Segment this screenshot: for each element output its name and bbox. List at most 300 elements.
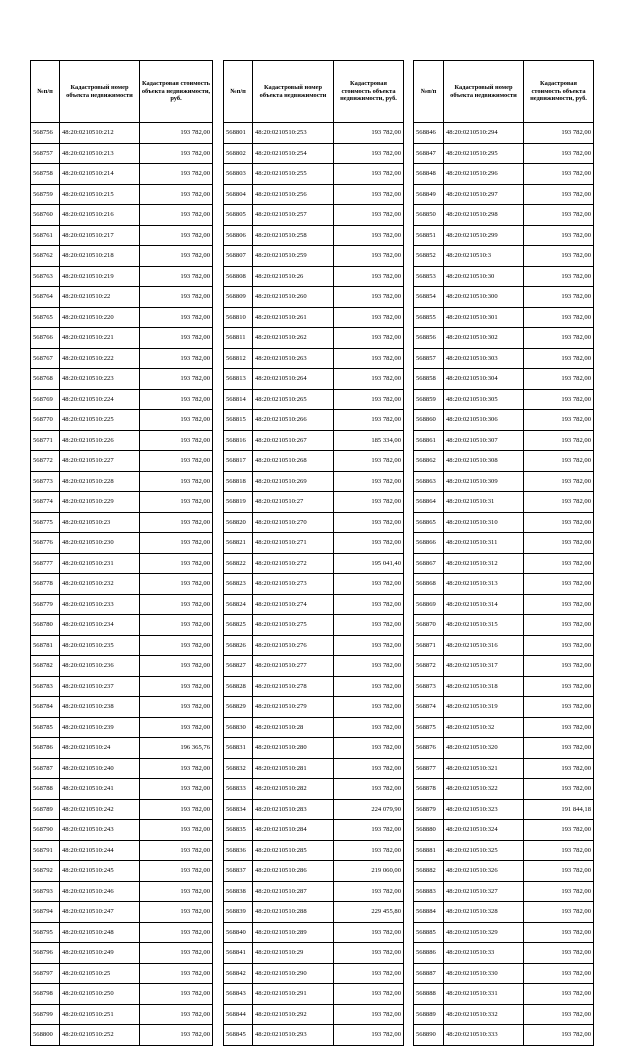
row-number: 568772 xyxy=(31,451,60,472)
table-row xyxy=(414,861,594,882)
cadastral-number: 48:20:0210510:299 xyxy=(444,225,524,246)
cadastral-number: 48:20:0210510:283 xyxy=(253,799,334,820)
cadastral-number: 48:20:0210510:300 xyxy=(444,287,524,308)
table-row xyxy=(224,717,404,738)
table-row xyxy=(224,738,404,759)
cadastral-value: 196 365,76 xyxy=(140,738,213,759)
row-number: 568844 xyxy=(224,1004,253,1025)
cadastral-number: 48:20:0210510:253 xyxy=(253,123,334,144)
table-row xyxy=(224,246,404,267)
cadastral-value: 193 782,00 xyxy=(524,307,594,328)
cadastral-value: 229 455,80 xyxy=(334,902,404,923)
table-row xyxy=(414,369,594,390)
row-number: 568884 xyxy=(414,902,444,923)
cadastral-value: 193 782,00 xyxy=(334,943,404,964)
row-number: 568846 xyxy=(414,123,444,144)
cadastral-number: 48:20:0210510:285 xyxy=(253,840,334,861)
row-number: 568806 xyxy=(224,225,253,246)
cadastral-value: 193 782,00 xyxy=(524,676,594,697)
row-number: 568770 xyxy=(31,410,60,431)
cadastral-value: 193 782,00 xyxy=(334,615,404,636)
cadastral-number: 48:20:0210510:321 xyxy=(444,758,524,779)
cadastral-value: 193 782,00 xyxy=(140,143,213,164)
cadastral-number: 48:20:0210510:265 xyxy=(253,389,334,410)
cadastral-number: 48:20:0210510:289 xyxy=(253,922,334,943)
row-number: 568834 xyxy=(224,799,253,820)
row-number: 568859 xyxy=(414,389,444,410)
row-number: 568793 xyxy=(31,881,60,902)
cadastral-number: 48:20:0210510:33 xyxy=(444,943,524,964)
cadastral-number: 48:20:0210510:326 xyxy=(444,861,524,882)
table-row xyxy=(31,164,213,185)
cadastral-number: 48:20:0210510:324 xyxy=(444,820,524,841)
table-row xyxy=(31,799,213,820)
cadastral-number: 48:20:0210510:281 xyxy=(253,758,334,779)
row-number: 568864 xyxy=(414,492,444,513)
table-row xyxy=(224,799,404,820)
row-number: 568789 xyxy=(31,799,60,820)
cadastral-value: 193 782,00 xyxy=(140,533,213,554)
table-row xyxy=(414,184,594,205)
cadastral-number: 48:20:0210510:232 xyxy=(60,574,140,595)
cadastral-number: 48:20:0210510:274 xyxy=(253,594,334,615)
cadastral-value: 193 782,00 xyxy=(524,430,594,451)
row-number: 568798 xyxy=(31,984,60,1005)
table-row xyxy=(414,266,594,287)
cadastral-number: 48:20:0210510:273 xyxy=(253,574,334,595)
table-row xyxy=(414,348,594,369)
table-row xyxy=(31,1025,213,1046)
cadastral-value: 193 782,00 xyxy=(334,656,404,677)
header-cadastral-number: Кадастровый номер объекта недвижимости xyxy=(253,61,334,123)
cadastral-value: 193 782,00 xyxy=(334,758,404,779)
row-number: 568833 xyxy=(224,779,253,800)
cadastral-number: 48:20:0210510:309 xyxy=(444,471,524,492)
cadastral-number: 48:20:0210510:261 xyxy=(253,307,334,328)
cadastral-value: 193 782,00 xyxy=(524,656,594,677)
row-number: 568888 xyxy=(414,984,444,1005)
cadastral-number: 48:20:0210510:246 xyxy=(60,881,140,902)
cadastral-number: 48:20:0210510:25 xyxy=(60,963,140,984)
row-number: 568873 xyxy=(414,676,444,697)
row-number: 568856 xyxy=(414,328,444,349)
cadastral-value: 193 782,00 xyxy=(334,1004,404,1025)
row-number: 568838 xyxy=(224,881,253,902)
cadastral-value: 193 782,00 xyxy=(334,410,404,431)
cadastral-number: 48:20:0210510:258 xyxy=(253,225,334,246)
cadastral-value: 193 782,00 xyxy=(140,123,213,144)
table-row xyxy=(414,328,594,349)
row-number: 568802 xyxy=(224,143,253,164)
row-number: 568853 xyxy=(414,266,444,287)
table-row xyxy=(414,594,594,615)
cadastral-value: 193 782,00 xyxy=(334,594,404,615)
cadastral-number: 48:20:0210510:268 xyxy=(253,451,334,472)
table-row xyxy=(31,225,213,246)
cadastral-value: 193 782,00 xyxy=(334,1025,404,1046)
cadastral-value: 193 782,00 xyxy=(524,553,594,574)
row-number: 568814 xyxy=(224,389,253,410)
cadastral-number: 48:20:0210510:311 xyxy=(444,533,524,554)
cadastral-number: 48:20:0210510:280 xyxy=(253,738,334,759)
table-row xyxy=(414,553,594,574)
cadastral-value: 193 782,00 xyxy=(334,697,404,718)
row-number: 568836 xyxy=(224,840,253,861)
table-row xyxy=(31,984,213,1005)
row-number: 568855 xyxy=(414,307,444,328)
table-row xyxy=(31,881,213,902)
row-number: 568870 xyxy=(414,615,444,636)
table-row xyxy=(224,348,404,369)
cadastral-number: 48:20:0210510:32 xyxy=(444,717,524,738)
table-row xyxy=(414,1004,594,1025)
cadastral-value: 193 782,00 xyxy=(334,266,404,287)
cadastral-value: 193 782,00 xyxy=(140,471,213,492)
cadastral-value: 193 782,00 xyxy=(140,287,213,308)
cadastral-number: 48:20:0210510:222 xyxy=(60,348,140,369)
row-number: 568773 xyxy=(31,471,60,492)
cadastral-value: 193 782,00 xyxy=(334,143,404,164)
table-row xyxy=(31,594,213,615)
cadastral-number: 48:20:0210510:26 xyxy=(253,266,334,287)
cadastral-value: 193 782,00 xyxy=(140,963,213,984)
cadastral-number: 48:20:0210510:303 xyxy=(444,348,524,369)
cadastral-number: 48:20:0210510:31 xyxy=(444,492,524,513)
cadastral-value: 193 782,00 xyxy=(524,451,594,472)
cadastral-value: 193 782,00 xyxy=(524,738,594,759)
cadastral-number: 48:20:0210510:236 xyxy=(60,656,140,677)
cadastral-number: 48:20:0210510:262 xyxy=(253,328,334,349)
row-number: 568764 xyxy=(31,287,60,308)
cadastral-value: 193 782,00 xyxy=(140,574,213,595)
cadastral-value: 193 782,00 xyxy=(334,840,404,861)
cadastral-value: 193 782,00 xyxy=(524,594,594,615)
table-row xyxy=(224,389,404,410)
row-number: 568794 xyxy=(31,902,60,923)
row-number: 568858 xyxy=(414,369,444,390)
table-row xyxy=(414,635,594,656)
table-row xyxy=(31,205,213,226)
row-number: 568784 xyxy=(31,697,60,718)
cadastral-value: 193 782,00 xyxy=(524,1025,594,1046)
row-number: 568848 xyxy=(414,164,444,185)
cadastral-number: 48:20:0210510:288 xyxy=(253,902,334,923)
row-number: 568878 xyxy=(414,779,444,800)
table-row xyxy=(414,881,594,902)
cadastral-value: 193 782,00 xyxy=(140,615,213,636)
cadastral-number: 48:20:0210510:227 xyxy=(60,451,140,472)
table-row xyxy=(414,287,594,308)
table-row xyxy=(31,184,213,205)
cadastral-number: 48:20:0210510:284 xyxy=(253,820,334,841)
table-row xyxy=(414,779,594,800)
table-row xyxy=(31,1004,213,1025)
table-row xyxy=(31,533,213,554)
table-row xyxy=(414,1025,594,1046)
header-number: №п/п xyxy=(224,61,253,123)
table-row xyxy=(31,410,213,431)
row-number: 568860 xyxy=(414,410,444,431)
cadastral-value: 193 782,00 xyxy=(140,328,213,349)
table-row xyxy=(224,758,404,779)
row-number: 568865 xyxy=(414,512,444,533)
cadastral-value: 193 782,00 xyxy=(334,123,404,144)
table-row xyxy=(414,717,594,738)
cadastral-number: 48:20:0210510:295 xyxy=(444,143,524,164)
header-cadastral-value: Кадастровая стоимость объекта недвижимости, руб. xyxy=(334,61,404,123)
row-number: 568883 xyxy=(414,881,444,902)
row-number: 568861 xyxy=(414,430,444,451)
cadastral-value: 193 782,00 xyxy=(140,307,213,328)
cadastral-value: 193 782,00 xyxy=(140,820,213,841)
row-number: 568889 xyxy=(414,1004,444,1025)
cadastral-number: 48:20:0210510:272 xyxy=(253,553,334,574)
row-number: 568821 xyxy=(224,533,253,554)
cadastral-number: 48:20:0210510:301 xyxy=(444,307,524,328)
table-header-row xyxy=(31,61,213,123)
cadastral-number: 48:20:0210510:235 xyxy=(60,635,140,656)
row-number: 568812 xyxy=(224,348,253,369)
table-row xyxy=(224,410,404,431)
table-row xyxy=(414,840,594,861)
row-number: 568831 xyxy=(224,738,253,759)
cadastral-value: 193 782,00 xyxy=(140,984,213,1005)
table-row xyxy=(31,369,213,390)
row-number: 568805 xyxy=(224,205,253,226)
cadastral-number: 48:20:0210510:24 xyxy=(60,738,140,759)
table-row xyxy=(31,943,213,964)
cadastral-number: 48:20:0210510:269 xyxy=(253,471,334,492)
header-cadastral-number: Кадастровый номер объекта недвижимости xyxy=(444,61,524,123)
table-row xyxy=(31,430,213,451)
cadastral-value: 193 782,00 xyxy=(524,943,594,964)
cadastral-value: 193 782,00 xyxy=(140,922,213,943)
row-number: 568768 xyxy=(31,369,60,390)
cadastre-table-left xyxy=(30,60,213,1046)
row-number: 568757 xyxy=(31,143,60,164)
row-number: 568876 xyxy=(414,738,444,759)
row-number: 568885 xyxy=(414,922,444,943)
table-row xyxy=(224,430,404,451)
row-number: 568827 xyxy=(224,656,253,677)
table-row xyxy=(31,328,213,349)
cadastral-number: 48:20:0210510:290 xyxy=(253,963,334,984)
cadastral-value: 193 782,00 xyxy=(140,225,213,246)
cadastral-number: 48:20:0210510:260 xyxy=(253,287,334,308)
cadastral-value: 193 782,00 xyxy=(334,287,404,308)
cadastre-table-middle xyxy=(223,60,404,1046)
cadastral-number: 48:20:0210510:318 xyxy=(444,676,524,697)
cadastral-value: 193 782,00 xyxy=(140,861,213,882)
cadastral-value: 193 782,00 xyxy=(140,492,213,513)
cadastral-value: 193 782,00 xyxy=(140,902,213,923)
cadastral-number: 48:20:0210510:241 xyxy=(60,779,140,800)
table-row xyxy=(31,389,213,410)
cadastral-value: 193 782,00 xyxy=(524,779,594,800)
cadastral-value: 193 782,00 xyxy=(334,348,404,369)
table-row xyxy=(31,922,213,943)
table-row xyxy=(414,307,594,328)
cadastral-value: 193 782,00 xyxy=(140,164,213,185)
cadastral-number: 48:20:0210510:228 xyxy=(60,471,140,492)
cadastral-value: 193 782,00 xyxy=(140,1004,213,1025)
cadastral-number: 48:20:0210510:286 xyxy=(253,861,334,882)
cadastral-number: 48:20:0210510:247 xyxy=(60,902,140,923)
cadastral-value: 193 782,00 xyxy=(334,574,404,595)
row-number: 568778 xyxy=(31,574,60,595)
cadastral-value: 193 782,00 xyxy=(524,963,594,984)
cadastral-value: 193 782,00 xyxy=(524,717,594,738)
cadastral-number: 48:20:0210510:302 xyxy=(444,328,524,349)
cadastral-number: 48:20:0210510:310 xyxy=(444,512,524,533)
table-row xyxy=(414,512,594,533)
row-number: 568799 xyxy=(31,1004,60,1025)
row-number: 568887 xyxy=(414,963,444,984)
cadastral-value: 193 782,00 xyxy=(524,471,594,492)
cadastral-value: 193 782,00 xyxy=(524,369,594,390)
row-number: 568780 xyxy=(31,615,60,636)
table-row xyxy=(31,553,213,574)
cadastral-number: 48:20:0210510:215 xyxy=(60,184,140,205)
table-row xyxy=(31,246,213,267)
cadastral-value: 193 782,00 xyxy=(140,799,213,820)
cadastral-number: 48:20:0210510:313 xyxy=(444,574,524,595)
header-cadastral-value: Кадастровая стоимость объекта недвижимости, руб. xyxy=(140,61,213,123)
row-number: 568776 xyxy=(31,533,60,554)
row-number: 568775 xyxy=(31,512,60,533)
cadastral-value: 193 782,00 xyxy=(334,328,404,349)
table-row xyxy=(31,348,213,369)
table-row xyxy=(414,389,594,410)
cadastral-number: 48:20:0210510:263 xyxy=(253,348,334,369)
table-row xyxy=(224,840,404,861)
cadastral-number: 48:20:0210510:296 xyxy=(444,164,524,185)
row-number: 568803 xyxy=(224,164,253,185)
table-row xyxy=(224,512,404,533)
cadastral-value: 193 782,00 xyxy=(140,635,213,656)
cadastral-value: 193 782,00 xyxy=(140,717,213,738)
cadastral-value: 193 782,00 xyxy=(334,246,404,267)
row-number: 568761 xyxy=(31,225,60,246)
row-number: 568756 xyxy=(31,123,60,144)
cadastral-number: 48:20:0210510:271 xyxy=(253,533,334,554)
row-number: 568852 xyxy=(414,246,444,267)
table-row xyxy=(224,184,404,205)
cadastral-number: 48:20:0210510:244 xyxy=(60,840,140,861)
row-number: 568841 xyxy=(224,943,253,964)
cadastral-number: 48:20:0210510:277 xyxy=(253,656,334,677)
cadastral-number: 48:20:0210510:317 xyxy=(444,656,524,677)
row-number: 568877 xyxy=(414,758,444,779)
row-number: 568769 xyxy=(31,389,60,410)
cadastral-number: 48:20:0210510:249 xyxy=(60,943,140,964)
table-row xyxy=(31,143,213,164)
table-row xyxy=(31,861,213,882)
table-row xyxy=(224,779,404,800)
row-number: 568774 xyxy=(31,492,60,513)
header-cadastral-value: Кадастровая стоимость объекта недвижимости, руб. xyxy=(524,61,594,123)
table-row xyxy=(224,594,404,615)
cadastral-value: 193 782,00 xyxy=(524,492,594,513)
row-number: 568781 xyxy=(31,635,60,656)
row-number: 568875 xyxy=(414,717,444,738)
table-row xyxy=(224,656,404,677)
table-row xyxy=(31,820,213,841)
cadastral-number: 48:20:0210510:216 xyxy=(60,205,140,226)
table-header-row xyxy=(414,61,594,123)
cadastral-number: 48:20:0210510:27 xyxy=(253,492,334,513)
cadastral-value: 185 334,00 xyxy=(334,430,404,451)
cadastral-number: 48:20:0210510:226 xyxy=(60,430,140,451)
cadastral-number: 48:20:0210510:304 xyxy=(444,369,524,390)
row-number: 568817 xyxy=(224,451,253,472)
table-row xyxy=(414,984,594,1005)
cadastral-value: 193 782,00 xyxy=(524,533,594,554)
table-row xyxy=(31,676,213,697)
row-number: 568792 xyxy=(31,861,60,882)
cadastral-number: 48:20:0210510:292 xyxy=(253,1004,334,1025)
cadastral-number: 48:20:0210510:316 xyxy=(444,635,524,656)
cadastral-value: 193 782,00 xyxy=(140,943,213,964)
cadastral-value: 193 782,00 xyxy=(524,205,594,226)
cadastral-value: 193 782,00 xyxy=(334,676,404,697)
cadastral-value: 193 782,00 xyxy=(334,635,404,656)
cadastral-value: 193 782,00 xyxy=(524,1004,594,1025)
row-number: 568886 xyxy=(414,943,444,964)
cadastral-number: 48:20:0210510:245 xyxy=(60,861,140,882)
cadastral-number: 48:20:0210510:327 xyxy=(444,881,524,902)
table-row xyxy=(414,225,594,246)
cadastral-value: 193 782,00 xyxy=(140,758,213,779)
cadastral-value: 193 782,00 xyxy=(524,348,594,369)
table-row xyxy=(224,225,404,246)
cadastral-value: 193 782,00 xyxy=(334,492,404,513)
cadastral-value: 193 782,00 xyxy=(334,451,404,472)
cadastral-value: 193 782,00 xyxy=(334,184,404,205)
table-row xyxy=(224,861,404,882)
cadastral-number: 48:20:0210510:325 xyxy=(444,840,524,861)
row-number: 568843 xyxy=(224,984,253,1005)
row-number: 568791 xyxy=(31,840,60,861)
cadastral-number: 48:20:0210510:322 xyxy=(444,779,524,800)
row-number: 568785 xyxy=(31,717,60,738)
table-header-row xyxy=(224,61,404,123)
cadastral-number: 48:20:0210510:23 xyxy=(60,512,140,533)
row-number: 568830 xyxy=(224,717,253,738)
table-row xyxy=(414,451,594,472)
table-row xyxy=(414,205,594,226)
row-number: 568771 xyxy=(31,430,60,451)
cadastral-number: 48:20:0210510:239 xyxy=(60,717,140,738)
cadastral-value: 193 782,00 xyxy=(334,922,404,943)
cadastral-value: 193 782,00 xyxy=(334,533,404,554)
cadastral-number: 48:20:0210510:224 xyxy=(60,389,140,410)
row-number: 568800 xyxy=(31,1025,60,1046)
header-cadastral-number: Кадастровый номер объекта недвижимости xyxy=(60,61,140,123)
table-row xyxy=(224,553,404,574)
cadastral-number: 48:20:0210510:320 xyxy=(444,738,524,759)
cadastral-number: 48:20:0210510:230 xyxy=(60,533,140,554)
cadastral-number: 48:20:0210510:312 xyxy=(444,553,524,574)
cadastral-value: 193 782,00 xyxy=(140,779,213,800)
row-number: 568811 xyxy=(224,328,253,349)
cadastral-number: 48:20:0210510:217 xyxy=(60,225,140,246)
cadastral-number: 48:20:0210510:323 xyxy=(444,799,524,820)
table-row xyxy=(31,492,213,513)
table-row xyxy=(224,307,404,328)
cadastral-value: 193 782,00 xyxy=(524,287,594,308)
table-row xyxy=(31,717,213,738)
